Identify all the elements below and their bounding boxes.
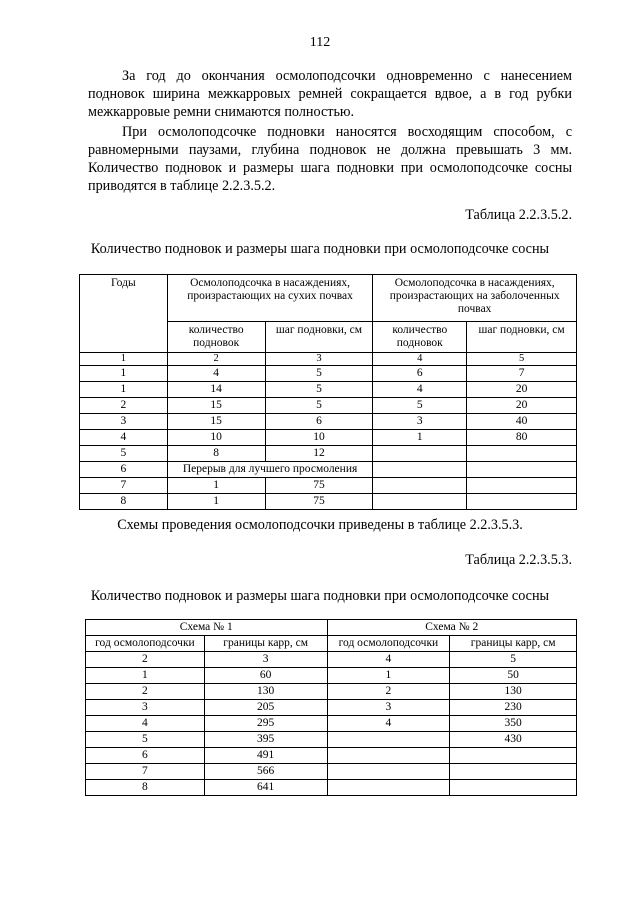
table-cell: 5 <box>265 398 373 414</box>
table-row <box>86 700 577 716</box>
table-cell: 1 <box>86 668 205 684</box>
table-cell <box>373 446 467 462</box>
table-cell: 641 <box>204 780 327 796</box>
table-cell: 130 <box>204 684 327 700</box>
column-number: 3 <box>204 652 327 668</box>
subheader-bounds: границы карр, см <box>450 636 577 652</box>
table2-caption: Количество подновок и размеры шага подновки при осмолоподсочке сосны <box>90 588 550 604</box>
table-cell: 2 <box>327 684 450 700</box>
table-cell: 395 <box>204 732 327 748</box>
table-cell: 4 <box>86 716 205 732</box>
table-row <box>86 764 577 780</box>
table-cell: 8 <box>86 780 205 796</box>
table-cell: 1 <box>167 494 265 510</box>
table-cell <box>327 780 450 796</box>
table-cell: 1 <box>373 430 467 446</box>
table-cell <box>467 462 577 478</box>
table1-numbering-row <box>80 353 577 366</box>
table1-label: Таблица 2.2.3.5.2. <box>465 207 572 223</box>
table-cell: 75 <box>265 494 373 510</box>
table-row <box>86 668 577 684</box>
page-number: 112 <box>309 35 331 50</box>
table2-numbering-row <box>86 652 577 668</box>
table-cell: 40 <box>467 414 577 430</box>
table-cell <box>450 748 577 764</box>
column-number: 3 <box>265 353 373 366</box>
table1-header-row <box>80 275 577 322</box>
table-cell: 3 <box>80 414 168 430</box>
table-cell: 12 <box>265 446 373 462</box>
table2 <box>85 619 577 796</box>
table-cell <box>467 494 577 510</box>
table-cell <box>373 494 467 510</box>
table-cell <box>327 748 450 764</box>
table-cell: 8 <box>80 494 168 510</box>
table-cell: 3 <box>86 700 205 716</box>
subheader-step: шаг подновки, см <box>467 322 577 353</box>
table-row <box>86 748 577 764</box>
column-number: 5 <box>467 353 577 366</box>
table-cell <box>327 732 450 748</box>
table-cell: 1 <box>80 382 168 398</box>
column-number: 1 <box>80 353 168 366</box>
column-number: 2 <box>167 353 265 366</box>
middle-paragraph: Схемы проведения осмолоподсочки приведены в таблице 2.2.3.5.3. <box>117 517 523 533</box>
table-cell <box>467 478 577 494</box>
table-cell: 7 <box>467 366 577 382</box>
table1 <box>79 274 577 510</box>
table-cell: 60 <box>204 668 327 684</box>
table-cell: 2 <box>86 684 205 700</box>
table-cell <box>373 462 467 478</box>
table-cell: 5 <box>86 732 205 748</box>
table-cell: 20 <box>467 398 577 414</box>
table-row <box>80 366 577 382</box>
subheader-bounds: границы карр, см <box>204 636 327 652</box>
table-cell: 3 <box>327 700 450 716</box>
table-cell: 4 <box>373 382 467 398</box>
table-cell: 430 <box>450 732 577 748</box>
subheader-count: количество подновок <box>373 322 467 353</box>
table-row <box>80 478 577 494</box>
table-cell <box>450 780 577 796</box>
table-cell: 6 <box>86 748 205 764</box>
table-cell: 6 <box>80 462 168 478</box>
table-cell: 4 <box>327 716 450 732</box>
table-cell <box>450 764 577 780</box>
scheme-2-header: Схема № 2 <box>327 620 577 636</box>
table-cell <box>467 446 577 462</box>
column-number: 5 <box>450 652 577 668</box>
table-cell: 10 <box>167 430 265 446</box>
table-cell: 6 <box>265 414 373 430</box>
break-note: Перерыв для лучшего просмоления <box>167 462 373 478</box>
paragraph-2: При осмолоподсочке подновки наносятся восходящим способом, с равномерными паузами, глубина подновок не должна превышать 3 мм. Количество подновок и размеры шага подновки при осмолоподсочке сосны приводятся в таблице 2.2.3.5.2. <box>88 124 572 194</box>
table-cell: 2 <box>80 398 168 414</box>
table-row <box>86 684 577 700</box>
table-row <box>80 398 577 414</box>
table-cell: 1 <box>167 478 265 494</box>
table-cell: 3 <box>373 414 467 430</box>
table-cell: 1 <box>80 366 168 382</box>
table-cell: 5 <box>265 366 373 382</box>
table-cell: 75 <box>265 478 373 494</box>
subheader-count: количество подновок <box>167 322 265 353</box>
table-cell: 7 <box>86 764 205 780</box>
header-dry-soils: Осмолоподсочка в насаждениях, произрастающих на сухих почвах <box>167 275 373 322</box>
table-row <box>86 716 577 732</box>
table-cell: 4 <box>80 430 168 446</box>
table-cell: 14 <box>167 382 265 398</box>
subheader-year: год осмолоподсочки <box>327 636 450 652</box>
table-cell: 230 <box>450 700 577 716</box>
table-cell: 15 <box>167 398 265 414</box>
scheme-1-header: Схема № 1 <box>86 620 328 636</box>
table-cell: 6 <box>373 366 467 382</box>
table-cell: 80 <box>467 430 577 446</box>
column-number: 2 <box>86 652 205 668</box>
table-cell: 5 <box>80 446 168 462</box>
table-cell: 130 <box>450 684 577 700</box>
table-cell: 20 <box>467 382 577 398</box>
table-row <box>80 430 577 446</box>
table1-caption: Количество подновок и размеры шага подновки при осмолоподсочке сосны <box>90 241 550 257</box>
subheader-step: шаг подновки, см <box>265 322 373 353</box>
table-cell <box>327 764 450 780</box>
paragraph-1: За год до окончания осмолоподсочки одновременно с нанесением подновок ширина межкарровых ремней сокращается вдвое, а в год рубки межкарровые ремни снимаются полностью. <box>88 68 572 120</box>
table-cell: 491 <box>204 748 327 764</box>
table-row <box>80 382 577 398</box>
table-row <box>80 414 577 430</box>
table-row <box>80 494 577 510</box>
table2-scheme-row <box>86 620 577 636</box>
table-cell: 8 <box>167 446 265 462</box>
table-row <box>86 780 577 796</box>
table-cell: 5 <box>265 382 373 398</box>
table-row <box>80 446 577 462</box>
subheader-year: год осмолоподсочки <box>86 636 205 652</box>
table-cell: 50 <box>450 668 577 684</box>
header-wet-soils: Осмолоподсочка в насаждениях, произрастающих на заболоченных почвах <box>373 275 577 322</box>
table-cell: 4 <box>167 366 265 382</box>
table-cell: 1 <box>327 668 450 684</box>
table-cell: 295 <box>204 716 327 732</box>
table-cell: 7 <box>80 478 168 494</box>
table2-subheader-row <box>86 636 577 652</box>
table2-label: Таблица 2.2.3.5.3. <box>465 552 572 568</box>
table-cell: 566 <box>204 764 327 780</box>
column-number: 4 <box>373 353 467 366</box>
table-cell <box>373 478 467 494</box>
table-row-break <box>80 462 577 478</box>
table-row <box>86 732 577 748</box>
table-cell: 15 <box>167 414 265 430</box>
header-years: Годы <box>80 275 168 353</box>
table-cell: 205 <box>204 700 327 716</box>
column-number: 4 <box>327 652 450 668</box>
table-cell: 10 <box>265 430 373 446</box>
table-cell: 350 <box>450 716 577 732</box>
table-cell: 5 <box>373 398 467 414</box>
